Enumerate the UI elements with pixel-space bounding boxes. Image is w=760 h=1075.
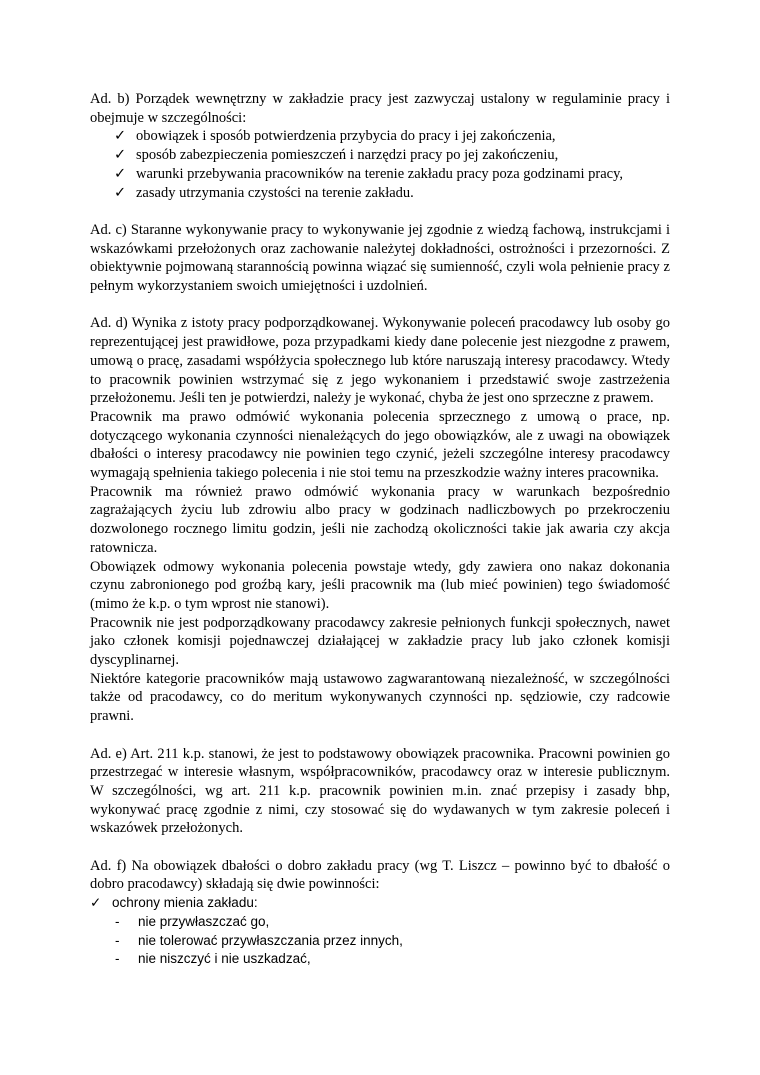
checkmark-icon: ✓ (114, 128, 127, 145)
checkmark-icon: ✓ (114, 165, 127, 182)
list-item: ✓ obowiązek i sposób potwierdzenia przybycia do pracy i jej zakończenia, (114, 128, 556, 145)
dash-icon: - (115, 951, 120, 967)
list-item: - nie tolerować przywłaszczania przez innych, (115, 932, 670, 951)
checkmark-icon: ✓ (114, 147, 127, 164)
section-e-paragraph: Ad. e) Art. 211 k.p. stanowi, że jest to podstawowy obowiązek pracownika. Pracowni powinien go przestrzegać w interesie własnym, współpracowników, pracodawcy oraz w interesie publicznym. W szczególności, wg art. 211 k.p. pracownik powinien m.in. znać przepisy i zasady bhp, wykonywać pracę zgodnie z nimi, czy stosować się do wydawanych w tym zakresie poleceń i wskazówek przełożonych. (90, 745, 670, 837)
section-b-list (90, 127, 670, 202)
list-item: - nie przywłaszczać go, (115, 913, 670, 932)
section-c-paragraph: Ad. c) Staranne wykonywanie pracy to wykonywanie jej zgodnie z wiedzą fachową, instrukcjami i wskazówkami przełożonych oraz zachowanie należytej dokładności, ostrożności i przezorności. Z obiektywnie pojmowaną starannością powinna wiązać się sumienność, czyli wola pełnienie pracy z pełnym wykorzystaniem swoich umiejętności i uzdolnień. (90, 221, 670, 295)
section-d-paragraph: Niektóre kategorie pracowników mają ustawowo zagwarantowaną niezależność, w szczególności także od pracodawcy, co do meritum wykonywanych czynności np. sędziowie, czy radcowie prawni. (90, 670, 670, 725)
checkmark-icon: ✓ (90, 895, 102, 911)
document-page (90, 90, 670, 969)
list-item: - nie niszczyć i nie uszkadzać, (115, 950, 670, 969)
list-item: ✓ sposób zabezpieczenia pomieszczeń i narzędzi pracy po jej zakończeniu, (114, 147, 559, 164)
section-d-paragraph: Ad. d) Wynika z istoty pracy podporządkowanej. Wykonywanie poleceń pracodawcy lub osoby go reprezentującej jest prawidłowe, poza przypadkami kiedy dane polecenie jest niezgodne z prawem, umową o pracę, zasadami współżycia społecznego lub które naruszają interesy pracodawcy. Wtedy to pracownik powinien wstrzymać się z jego wykonaniem i przedstawić swoje zastrzeżenia przełożonemu. Jeśli ten je potwierdzi, należy je wykonać, chyba że jest ono sprzeczne z prawem. (90, 315, 670, 407)
dash-icon: - (115, 913, 120, 929)
section-d-paragraph: Obowiązek odmowy wykonania polecenia powstaje wtedy, gdy zawiera ono nakaz dokonania czynu zabronionego pod groźbą kary, jeśli pracownik ma (lub mieć powinien) tego świadomość (mimo że k.p. o tym wprost nie stanowi). (90, 558, 670, 612)
section-d-paragraph: Pracownik nie jest podporządkowany pracodawcy zakresie pełnionych funkcji społecznych, nawet jako członek komisji pojednawczej działającej w zakładzie pracy lub jako członek komisji dyscyplinarnej. (90, 614, 670, 669)
section-d-paragraph: Pracownik ma prawo odmówić wykonania polecenia sprzecznego z umową o prace, np. dotyczącego wykonania czynności nienależących do jego obowiązków, ale z uwagi na obowiązek dbałości o interesy pracodawcy nie powinien tego czynić, jeżeli szczególne interesy pracodawcy wymagają spełnienia takiego polecenia i nie stoi temu na przeszkodzie ważny interes pracownika. (90, 408, 670, 482)
section-f-list (90, 894, 670, 913)
section-d-paragraph: Pracownik ma również prawo odmówić wykonania pracy w warunkach bezpośrednio zagrażających życiu lub zdrowiu albo pracy w godzinach nadliczbowych po przekroczeniu dozwolonego rocznego limitu godzin, jeśli nie zachodzą okoliczności takie jak awaria czy akcja ratownicza. (90, 483, 670, 556)
dash-icon: - (115, 932, 120, 948)
section-f-intro: Ad. f) Na obowiązek dbałości o dobro zakładu pracy (wg T. Liszcz – powinno być to dbałość o dobro pracodawcy) składają się dwie powinności: (90, 857, 670, 893)
checkmark-icon: ✓ (114, 184, 127, 201)
section-b-intro: Ad. b) Porządek wewnętrzny w zakładzie pracy jest zazwyczaj ustalony w regulaminie pracy i obejmuje w szczególności: (90, 91, 670, 126)
list-item: ✓ zasady utrzymania czystości na terenie zakładu. (114, 184, 414, 201)
list-item: ✓ warunki przebywania pracowników na terenie zakładu pracy poza godzinami pracy, (114, 165, 624, 182)
list-item: ✓ ochrony mienia zakładu: (90, 894, 670, 913)
section-f-sublist (90, 913, 670, 969)
